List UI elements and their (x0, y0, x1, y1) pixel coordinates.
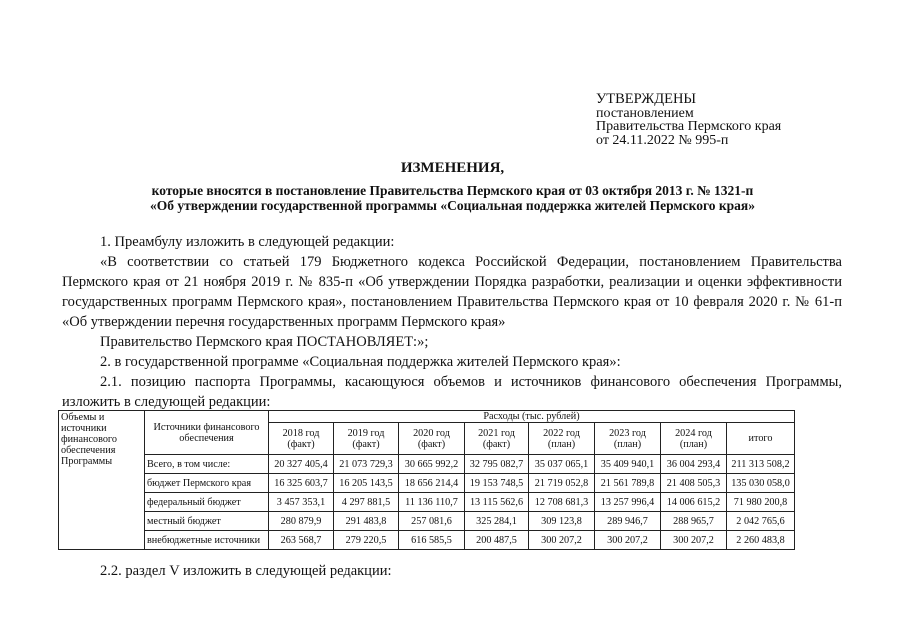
value-cell: 21 408 505,3 (661, 474, 727, 493)
value-cell: 35 409 940,1 (595, 455, 661, 474)
document-subtitle: «Об утверждении государственной программы «Социальная поддержка жителей Пермского края» (150, 198, 755, 213)
year-header: 2021 год (факт) (465, 423, 529, 455)
table-row (59, 455, 795, 474)
total-cell: 135 030 058,0 (727, 474, 795, 493)
value-cell: 309 123,8 (529, 512, 595, 531)
value-cell: 21 073 729,3 (334, 455, 399, 474)
value-cell: 257 081,6 (399, 512, 465, 531)
value-cell: 30 665 992,2 (399, 455, 465, 474)
value-cell: 16 325 603,7 (269, 474, 334, 493)
value-cell: 36 004 293,4 (661, 455, 727, 474)
paragraph: «В соответствии со статьей 179 Бюджетного кодекса Российской Федерации, постановлением Правительства Пермского края от 21 ноября 2019 г. № 835-п «Об утверждении Порядка разработки, реализации и оценки эффективности государственных программ Пермского края», постановлением Правительства Пермского края от 10 февраля 2020 г. № 61-п «Об утверждении перечня государственных программ Пермского края» (62, 254, 842, 330)
value-cell: 32 795 082,7 (465, 455, 529, 474)
value-cell: 325 284,1 (465, 512, 529, 531)
source-cell: федеральный бюджет (145, 493, 269, 512)
source-cell: Всего, в том числе: (145, 455, 269, 474)
value-cell: 289 946,7 (595, 512, 661, 531)
value-cell: 300 207,2 (529, 531, 595, 550)
value-cell: 21 719 052,8 (529, 474, 595, 493)
value-cell: 11 136 110,7 (399, 493, 465, 512)
table-row (59, 493, 795, 512)
value-cell: 288 965,7 (661, 512, 727, 531)
value-cell: 12 708 681,3 (529, 493, 595, 512)
table-row (59, 512, 795, 531)
table-row (59, 531, 795, 550)
value-cell: 300 207,2 (661, 531, 727, 550)
year-header: 2022 год (план) (529, 423, 595, 455)
paragraph: 2. в государственной программе «Социальная поддержка жителей Пермского края»: (100, 354, 621, 370)
value-cell: 14 006 615,2 (661, 493, 727, 512)
source-cell: бюджет Пермского края (145, 474, 269, 493)
year-header: 2020 год (факт) (399, 423, 465, 455)
source-cell: внебюджетные источники (145, 531, 269, 550)
section-heading: 2.2. раздел V изложить в следующей редакции: (100, 563, 392, 579)
year-header: 2018 год (факт) (269, 423, 334, 455)
value-cell: 13 257 996,4 (595, 493, 661, 512)
financing-table (58, 410, 795, 550)
source-header: Источники финансового обеспечения (145, 411, 269, 455)
value-cell: 200 487,5 (465, 531, 529, 550)
source-cell: местный бюджет (145, 512, 269, 531)
total-cell: 71 980 200,8 (727, 493, 795, 512)
document-body (62, 232, 842, 412)
total-cell: 2 042 765,6 (727, 512, 795, 531)
document-title: ИЗМЕНЕНИЯ, (400, 160, 505, 176)
value-cell: 18 656 214,4 (399, 474, 465, 493)
value-cell: 35 037 065,1 (529, 455, 595, 474)
value-cell: 19 153 748,5 (465, 474, 529, 493)
value-cell: 13 115 562,6 (465, 493, 529, 512)
year-header: 2019 год (факт) (334, 423, 399, 455)
year-header: 2023 год (план) (595, 423, 661, 455)
table-first-column: Объемы и источники финансового обеспечения Программы (59, 411, 145, 550)
approval-line: Правительства Пермского края (596, 119, 782, 134)
document-subtitle: которые вносятся в постановление Правительства Пермского края от 03 октября 2013 г. № 1321-п (151, 183, 754, 198)
value-cell: 20 327 405,4 (269, 455, 334, 474)
approval-line: постановлением (596, 105, 694, 121)
paragraph: 2.1. позицию паспорта Программы, касающуюся объемов и источников финансового обеспечения Программы, изложить в следующей редакции: (62, 374, 842, 410)
value-cell: 4 297 881,5 (334, 493, 399, 512)
value-cell: 291 483,8 (334, 512, 399, 531)
value-cell: 21 561 789,8 (595, 474, 661, 493)
paragraph: Правительство Пермского края ПОСТАНОВЛЯЕТ:»; (100, 334, 429, 350)
value-cell: 16 205 143,5 (334, 474, 399, 493)
approval-date: от 24.11.2022 № 995-п (596, 132, 729, 148)
total-header: итого (727, 423, 795, 455)
value-cell: 3 457 353,1 (269, 493, 334, 512)
value-cell: 300 207,2 (595, 531, 661, 550)
expenses-header: Расходы (тыс. рублей) (269, 411, 795, 423)
paragraph: 1. Преамбулу изложить в следующей редакции: (100, 234, 395, 250)
value-cell: 263 568,7 (269, 531, 334, 550)
table-row (59, 474, 795, 493)
year-header: 2024 год (план) (661, 423, 727, 455)
total-cell: 2 260 483,8 (727, 531, 795, 550)
total-cell: 211 313 508,2 (727, 455, 795, 474)
approval-stamp (596, 93, 781, 147)
approval-title: УТВЕРЖДЕНЫ (596, 91, 697, 107)
value-cell: 279 220,5 (334, 531, 399, 550)
value-cell: 616 585,5 (399, 531, 465, 550)
value-cell: 280 879,9 (269, 512, 334, 531)
